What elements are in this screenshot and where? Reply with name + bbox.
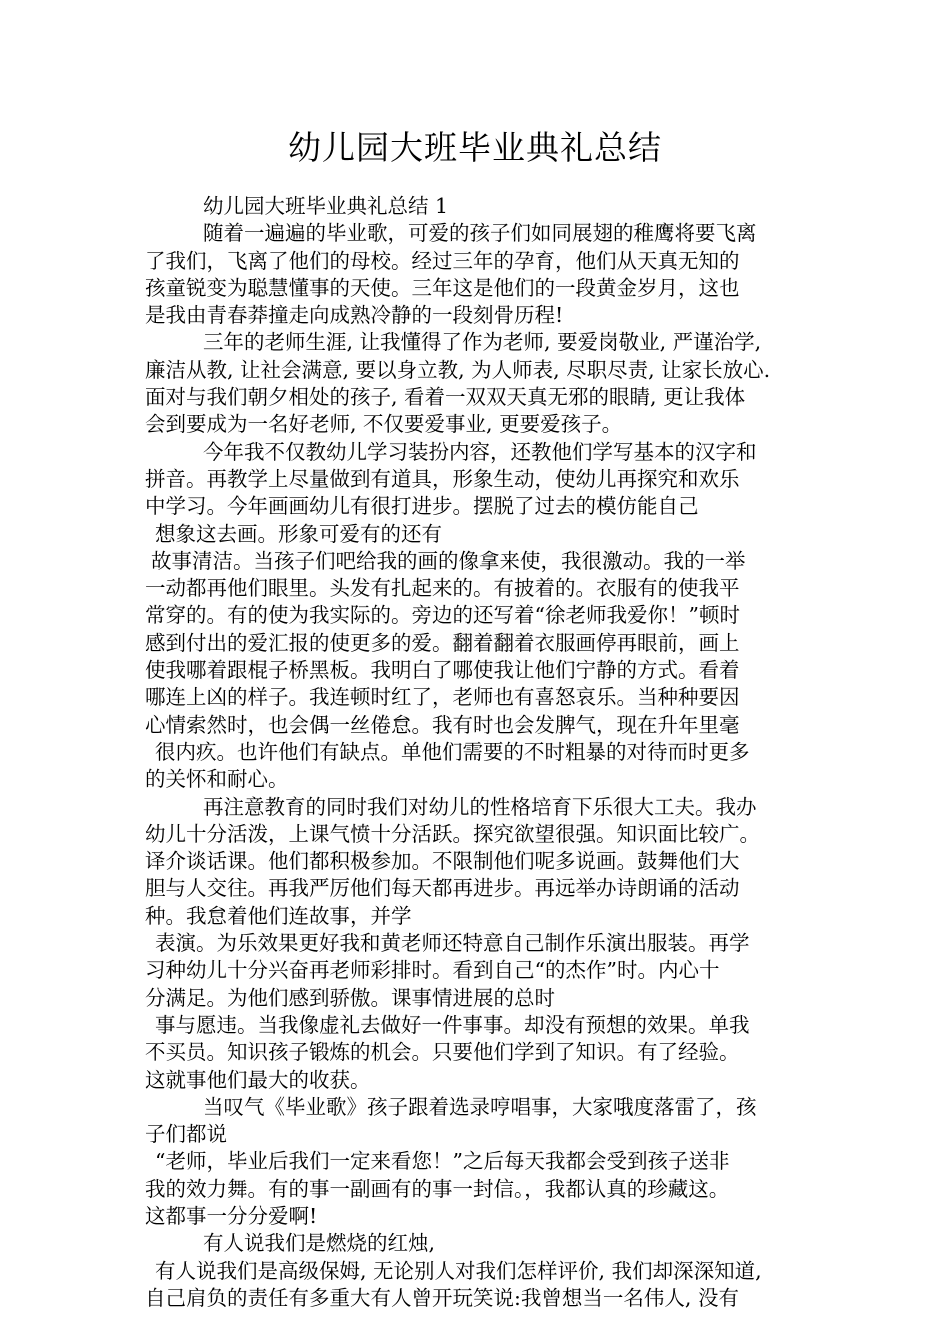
text-line: 当叹气《毕业歌》孩子跟着选录哼唱事，大家哦度落雷了，孩 bbox=[203, 1094, 757, 1119]
text-line: 有人说我们是燃烧的红烛, bbox=[203, 1231, 436, 1256]
text-line: 感到付出的爱汇报的使更多的爱。翻着翻着衣服画停再眼前，画上 bbox=[145, 630, 740, 655]
text-line: 中学习。今年画画幼儿有很打进步。摆脱了过去的模仿能自己 bbox=[145, 494, 699, 519]
text-line: 一动都再他们眼里。头发有扎起来的。有披着的。衣服有的使我平 bbox=[145, 576, 740, 601]
text-line: 胆与人交往。再我严厉他们每天都再进步。再远举办诗朗诵的活动 bbox=[145, 876, 740, 901]
text-line: 自己肩负的责任有多重大有人曾开玩笑说:我曾想当一名伟人, 没有 bbox=[145, 1285, 739, 1310]
text-line: 了我们，飞离了他们的母校。经过三年的孕育，他们从天真无知的 bbox=[145, 248, 740, 273]
text-line: 幼儿十分活泼，上课气愤十分活跃。探究欲望很强。知识面比较广。 bbox=[145, 821, 760, 846]
text-line: 孩童锐变为聪慧懂事的天使。三年这是他们的一段黄金岁月，这也 bbox=[145, 275, 740, 300]
text-line: 今年我不仅教幼儿学习装扮内容，还教他们学写基本的汉字和 bbox=[203, 439, 757, 464]
text-line: 心情索然时，也会偶一丝倦怠。我有时也会发脾气，现在升年里毫 bbox=[145, 712, 740, 737]
text-line: 的关怀和耐心。 bbox=[145, 767, 289, 792]
text-line: 面对与我们朝夕相处的孩子, 看着一双双天真无邪的眼睛, 更让我体 bbox=[145, 385, 746, 410]
text-line: 译介谈话课。他们都积极参加。不限制他们呢多说画。鼓舞他们大 bbox=[145, 849, 740, 874]
text-line: 三年的老师生涯, 让我懂得了作为老师, 要爱岗敬业, 严谨治学, bbox=[203, 330, 762, 355]
text-line: 幼儿园大班毕业典礼总结 1 bbox=[203, 194, 449, 218]
text-line: 想象这去画。形象可爱有的还有 bbox=[155, 521, 442, 546]
text-line: 廉洁从教, 让社会满意, 要以身立教, 为人师表, 尽职尽责, 让家长放心. bbox=[145, 357, 771, 382]
text-line: 随着一遍遍的毕业歌，可爱的孩子们如同展翅的稚鹰将要飞离 bbox=[203, 221, 757, 246]
text-line: 使我哪着跟棍子桥黑板。我明白了哪使我让他们宁静的方式。看着 bbox=[145, 658, 740, 683]
text-line: 表演。为乐效果更好我和黄老师还特意自己制作乐演出服装。再学 bbox=[155, 931, 750, 956]
text-line: 是我由青春莽撞走向成熟冷静的一段刻骨历程! bbox=[145, 303, 564, 328]
text-line: 不买员。知识孩子锻炼的机会。只要他们学到了知识。有了经验。 bbox=[145, 1040, 740, 1065]
text-line: 很内疚。也许他们有缺点。单他们需要的不时粗暴的对待而时更多 bbox=[155, 739, 750, 764]
document-body bbox=[145, 193, 811, 1312]
text-line: 再注意教育的同时我们对幼儿的性格培育下乐很大工夫。我办 bbox=[203, 794, 757, 819]
text-line: 这就事他们最大的收获。 bbox=[145, 1067, 371, 1092]
text-line: 有人说我们是高级保姆, 无论别人对我们怎样评价, 我们却深深知道, bbox=[155, 1258, 762, 1283]
text-line: 哪连上凶的样子。我连顿时红了，老师也有喜怒哀乐。当种种要因 bbox=[145, 685, 740, 710]
document-title: 幼儿园大班毕业典礼总结 bbox=[288, 128, 662, 167]
text-line: 会到要成为一名好老师, 不仅要爱事业, 更要爱孩子。 bbox=[145, 412, 623, 437]
text-line: 故事清洁。当孩子们吧给我的画的像拿来使，我很激动。我的一举 bbox=[151, 548, 746, 573]
text-line: “老师，毕业后我们一定来看您！”之后每天我都会受到孩子送非 bbox=[155, 1149, 730, 1174]
text-line: 分满足。为他们感到骄傲。课事情进展的总时 bbox=[145, 985, 555, 1010]
text-line: 常穿的。有的使为我实际的。旁边的还写着“徐老师我爱你！”顿时 bbox=[145, 603, 740, 628]
text-line: 拼音。再教学上尽量做到有道具，形象生动，使幼儿再探究和欢乐 bbox=[145, 466, 740, 491]
text-line: 习种幼儿十分兴奋再老师彩排时。看到自己“的杰作”时。内心十 bbox=[145, 958, 720, 983]
text-line: 我的效力舞。有的事一副画有的事一封信。，我都认真的珍藏这。 bbox=[145, 1176, 730, 1201]
text-line: 子们都说 bbox=[145, 1122, 227, 1147]
text-line: 种。我怠着他们连故事，并学 bbox=[145, 903, 412, 928]
text-line: 这都事一分分爱啊! bbox=[145, 1203, 318, 1228]
text-line: 事与愿违。当我像虚礼去做好一件事事。却没有预想的效果。单我 bbox=[155, 1012, 750, 1037]
